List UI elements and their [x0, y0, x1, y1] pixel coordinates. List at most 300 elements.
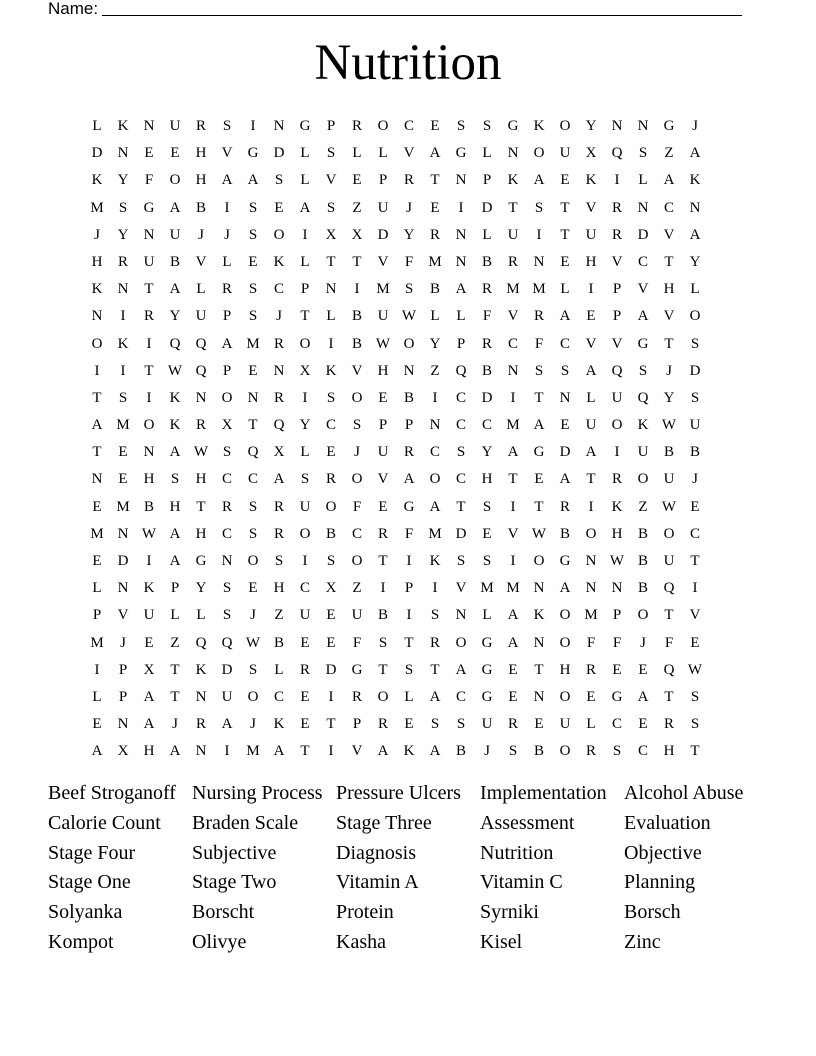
word-list-item: Stage Three: [336, 811, 432, 834]
grid-letter: A: [507, 444, 519, 461]
grid-letter: H: [559, 661, 571, 678]
grid-letter: I: [328, 743, 334, 760]
grid-letter: E: [326, 634, 336, 651]
grid-letter: I: [146, 335, 152, 352]
grid-letter: A: [91, 743, 103, 760]
grid-letter: R: [533, 308, 544, 325]
grid-letter: O: [611, 417, 623, 434]
grid-letter: L: [326, 308, 336, 325]
grid-letter: G: [533, 444, 545, 461]
grid-row: [84, 738, 744, 765]
grid-letter: R: [195, 716, 206, 733]
grid-letter: R: [299, 661, 310, 678]
word-list-item: Alcohol Abuse: [624, 782, 744, 804]
grid-letter: C: [221, 471, 232, 488]
letter-grid: [84, 113, 744, 766]
grid-letter: K: [143, 580, 155, 597]
grid-letter: E: [690, 634, 700, 651]
grid-letter: R: [143, 308, 154, 325]
grid-letter: R: [429, 226, 440, 243]
word-list-item: Calorie Count: [48, 811, 161, 834]
grid-letter: Y: [195, 580, 207, 597]
grid-letter: Q: [637, 389, 649, 406]
grid-letter: E: [560, 417, 570, 434]
grid-letter: P: [378, 417, 388, 434]
grid-letter: I: [614, 172, 620, 189]
grid-letter: Q: [169, 335, 181, 352]
grid-letter: T: [248, 417, 258, 434]
grid-letter: I: [224, 743, 230, 760]
grid-letter: X: [325, 226, 337, 243]
grid-letter: P: [612, 281, 622, 298]
grid-letter: E: [430, 118, 440, 134]
grid-letter: U: [195, 308, 207, 325]
grid-letter: L: [300, 444, 310, 461]
grid-letter: E: [586, 688, 596, 705]
grid-letter: E: [248, 580, 258, 597]
grid-letter: P: [482, 172, 492, 189]
grid-letter: T: [378, 553, 388, 569]
grid-row: [84, 575, 744, 602]
grid-letter: U: [377, 199, 389, 216]
grid-letter: V: [611, 335, 623, 352]
grid-letter: I: [510, 389, 516, 406]
grid-letter: O: [559, 688, 571, 705]
grid-letter: R: [507, 253, 518, 270]
grid-letter: T: [586, 471, 596, 488]
word-list-item: Diagnosis: [336, 841, 416, 864]
grid-letter: T: [404, 634, 414, 651]
grid-letter: S: [274, 553, 284, 569]
grid-letter: S: [248, 525, 258, 542]
grid-letter: A: [91, 417, 103, 434]
grid-letter: S: [560, 362, 570, 379]
grid-letter: T: [170, 688, 180, 705]
grid-letter: N: [143, 118, 155, 134]
grid-letter: U: [299, 607, 311, 624]
grid-row: [84, 494, 744, 521]
grid-letter: S: [326, 389, 336, 406]
grid-letter: M: [90, 199, 104, 216]
grid-letter: E: [482, 525, 492, 542]
grid-letter: E: [92, 553, 102, 569]
grid-letter: A: [169, 525, 181, 542]
word-list-item: Evaluation: [624, 811, 711, 834]
grid-letter: C: [507, 335, 518, 352]
grid-letter: L: [586, 716, 596, 733]
grid-letter: T: [326, 253, 336, 270]
grid-letter: P: [404, 580, 414, 597]
grid-letter: O: [559, 634, 571, 651]
grid-letter: V: [663, 308, 675, 325]
grid-letter: I: [328, 688, 334, 705]
grid-letter: S: [482, 498, 492, 515]
grid-letter: V: [585, 199, 597, 216]
grid-letter: I: [588, 281, 594, 298]
word-list-item: Zinc: [624, 930, 661, 953]
word-list-item: Subjective: [192, 841, 277, 864]
grid-letter: K: [585, 172, 597, 189]
grid-letter: C: [637, 253, 648, 270]
grid-letter: J: [224, 226, 230, 243]
grid-letter: B: [637, 525, 648, 542]
grid-letter: L: [430, 308, 440, 325]
grid-row: [84, 276, 744, 303]
grid-letter: E: [638, 716, 648, 733]
grid-letter: D: [689, 362, 701, 379]
grid-letter: H: [169, 498, 181, 515]
grid-letter: S: [378, 634, 388, 651]
grid-letter: N: [611, 118, 623, 134]
grid-letter: T: [92, 444, 102, 461]
grid-letter: M: [90, 634, 104, 651]
grid-letter: J: [692, 471, 698, 488]
grid-letter: V: [663, 226, 675, 243]
grid-letter: R: [611, 199, 622, 216]
grid-letter: R: [663, 716, 674, 733]
grid-letter: O: [637, 471, 649, 488]
grid-letter: T: [430, 661, 440, 678]
grid-letter: P: [222, 362, 232, 379]
grid-letter: U: [663, 553, 675, 569]
grid-letter: B: [481, 362, 492, 379]
grid-letter: K: [117, 118, 129, 134]
grid-letter: F: [352, 498, 362, 515]
grid-letter: Y: [117, 172, 129, 189]
grid-row: [84, 548, 744, 575]
grid-row: [84, 303, 744, 330]
grid-letter: P: [352, 716, 362, 733]
grid-letter: E: [430, 199, 440, 216]
grid-letter: A: [429, 145, 441, 162]
grid-letter: H: [377, 362, 389, 379]
grid-letter: Y: [299, 417, 311, 434]
word-list-item: Olivye: [192, 930, 247, 953]
grid-letter: K: [533, 607, 545, 624]
grid-letter: R: [273, 389, 284, 406]
grid-letter: H: [195, 525, 207, 542]
grid-letter: B: [429, 281, 440, 298]
word-list-item: Objective: [624, 841, 702, 864]
grid-letter: X: [351, 226, 363, 243]
grid-letter: Z: [352, 199, 362, 216]
grid-letter: S: [482, 118, 492, 134]
grid-letter: N: [117, 580, 129, 597]
grid-letter: A: [663, 172, 675, 189]
grid-letter: N: [273, 362, 285, 379]
grid-letter: E: [144, 145, 154, 162]
word-list-item: Protein: [336, 901, 394, 924]
word-list-item: Kasha: [336, 930, 386, 953]
grid-row: [84, 657, 744, 684]
grid-letter: K: [273, 253, 285, 270]
name-label: Name:: [48, 0, 99, 18]
grid-row: [84, 222, 744, 249]
grid-letter: E: [118, 444, 128, 461]
grid-letter: A: [247, 172, 259, 189]
grid-letter: D: [559, 444, 571, 461]
word-list-item: Planning: [624, 871, 696, 894]
grid-letter: M: [428, 525, 442, 542]
grid-letter: J: [172, 716, 178, 733]
grid-letter: H: [663, 743, 675, 760]
grid-letter: Y: [429, 335, 441, 352]
grid-letter: R: [611, 226, 622, 243]
grid-letter: F: [404, 253, 414, 270]
grid-letter: X: [299, 362, 311, 379]
grid-letter: S: [430, 716, 440, 733]
grid-letter: N: [91, 308, 103, 325]
grid-letter: G: [507, 118, 519, 134]
grid-letter: N: [559, 389, 571, 406]
grid-letter: W: [375, 335, 391, 352]
grid-letter: A: [169, 444, 181, 461]
grid-row: [84, 167, 744, 194]
grid-letter: N: [143, 444, 155, 461]
grid-letter: K: [325, 362, 337, 379]
grid-letter: E: [560, 253, 570, 270]
grid-letter: K: [429, 553, 441, 569]
grid-letter: J: [198, 226, 204, 243]
grid-letter: K: [533, 118, 545, 134]
grid-letter: G: [195, 553, 207, 569]
grid-row: [84, 439, 744, 466]
grid-letter: L: [222, 253, 232, 270]
grid-letter: O: [559, 607, 571, 624]
grid-letter: Y: [403, 226, 415, 243]
grid-letter: C: [637, 743, 648, 760]
grid-letter: F: [664, 634, 674, 651]
grid-letter: N: [195, 688, 207, 705]
grid-letter: E: [352, 172, 362, 189]
grid-letter: E: [118, 471, 128, 488]
grid-letter: L: [560, 281, 570, 298]
grid-letter: C: [455, 471, 466, 488]
grid-letter: S: [222, 444, 232, 461]
word-list-item: Borsch: [624, 901, 681, 924]
grid-letter: A: [533, 417, 545, 434]
grid-letter: K: [169, 417, 181, 434]
grid-letter: N: [117, 281, 129, 298]
grid-letter: P: [378, 172, 388, 189]
grid-letter: E: [170, 145, 180, 162]
grid-letter: Z: [352, 580, 362, 597]
grid-letter: R: [481, 281, 492, 298]
grid-letter: E: [326, 607, 336, 624]
grid-letter: L: [92, 688, 102, 705]
grid-letter: O: [325, 498, 337, 515]
grid-letter: Q: [611, 362, 623, 379]
grid-letter: S: [248, 199, 258, 216]
grid-letter: D: [455, 525, 467, 542]
grid-letter: Q: [221, 634, 233, 651]
grid-letter: L: [196, 607, 206, 624]
grid-letter: Q: [611, 145, 623, 162]
grid-letter: V: [507, 525, 519, 542]
grid-letter: Q: [273, 417, 285, 434]
grid-letter: O: [91, 335, 103, 352]
grid-letter: Y: [481, 444, 493, 461]
grid-letter: L: [482, 607, 492, 624]
grid-letter: I: [406, 607, 412, 624]
grid-letter: O: [247, 688, 259, 705]
grid-letter: B: [481, 253, 492, 270]
grid-letter: M: [116, 498, 130, 515]
grid-letter: J: [354, 444, 360, 461]
grid-letter: E: [534, 471, 544, 488]
grid-letter: C: [299, 580, 310, 597]
grid-letter: A: [507, 634, 519, 651]
grid-letter: V: [689, 607, 701, 624]
grid-letter: M: [532, 281, 546, 298]
grid-letter: G: [299, 118, 311, 134]
grid-letter: P: [456, 335, 466, 352]
grid-letter: R: [351, 118, 362, 134]
grid-letter: W: [401, 308, 417, 325]
grid-letter: T: [300, 308, 310, 325]
grid-letter: R: [195, 417, 206, 434]
grid-letter: N: [455, 253, 467, 270]
grid-letter: B: [637, 580, 648, 597]
grid-letter: I: [692, 580, 698, 597]
grid-letter: L: [352, 145, 362, 162]
grid-letter: J: [666, 362, 672, 379]
grid-letter: C: [351, 525, 362, 542]
grid-letter: E: [274, 199, 284, 216]
grid-letter: J: [250, 607, 256, 624]
grid-letter: M: [376, 281, 390, 298]
grid-letter: L: [482, 226, 492, 243]
grid-letter: V: [507, 308, 519, 325]
grid-letter: T: [300, 743, 310, 760]
grid-letter: N: [143, 226, 155, 243]
grid-letter: G: [403, 498, 415, 515]
grid-letter: U: [559, 145, 571, 162]
grid-letter: A: [221, 716, 233, 733]
name-underline: [102, 0, 742, 16]
grid-letter: O: [377, 118, 389, 134]
grid-letter: D: [481, 199, 493, 216]
grid-row: [84, 140, 744, 167]
grid-row: [84, 711, 744, 738]
grid-letter: Q: [663, 580, 675, 597]
grid-letter: E: [378, 498, 388, 515]
grid-letter: S: [300, 471, 310, 488]
grid-letter: M: [480, 580, 494, 597]
word-list-item: Implementation: [480, 782, 607, 804]
grid-letter: S: [534, 362, 544, 379]
grid-letter: T: [144, 362, 154, 379]
grid-letter: V: [117, 607, 129, 624]
grid-letter: M: [506, 281, 520, 298]
grid-letter: A: [273, 471, 285, 488]
grid-letter: R: [559, 498, 570, 515]
grid-letter: R: [325, 471, 336, 488]
grid-letter: L: [456, 308, 466, 325]
grid-letter: C: [455, 417, 466, 434]
grid-row: [84, 358, 744, 385]
grid-letter: S: [248, 661, 258, 678]
grid-letter: U: [143, 607, 155, 624]
grid-letter: W: [661, 498, 677, 515]
grid-letter: F: [144, 172, 154, 189]
grid-letter: N: [455, 172, 467, 189]
grid-letter: T: [560, 226, 570, 243]
grid-letter: O: [585, 525, 597, 542]
grid-letter: V: [351, 743, 363, 760]
grid-letter: C: [611, 716, 622, 733]
grid-letter: A: [455, 661, 467, 678]
grid-letter: T: [352, 253, 362, 270]
grid-row: [84, 249, 744, 276]
grid-letter: L: [300, 253, 310, 270]
grid-letter: S: [612, 743, 622, 760]
grid-letter: A: [429, 688, 441, 705]
grid-letter: J: [692, 118, 698, 134]
grid-letter: I: [354, 281, 360, 298]
grid-letter: I: [120, 362, 126, 379]
grid-letter: W: [687, 661, 703, 678]
grid-letter: I: [328, 335, 334, 352]
grid-letter: D: [221, 661, 233, 678]
grid-letter: A: [169, 743, 181, 760]
grid-letter: R: [351, 688, 362, 705]
grid-letter: I: [510, 498, 516, 515]
grid-letter: A: [143, 716, 155, 733]
name-field: [48, 0, 748, 20]
grid-row: [84, 602, 744, 629]
grid-letter: S: [118, 389, 128, 406]
grid-letter: O: [143, 417, 155, 434]
grid-letter: U: [377, 444, 389, 461]
grid-letter: I: [432, 389, 438, 406]
grid-letter: U: [169, 226, 181, 243]
grid-letter: I: [380, 580, 386, 597]
grid-letter: P: [612, 308, 622, 325]
grid-letter: T: [144, 281, 154, 298]
grid-letter: C: [481, 417, 492, 434]
grid-letter: N: [637, 118, 649, 134]
grid-letter: J: [276, 308, 282, 325]
grid-letter: U: [611, 389, 623, 406]
word-list-item: Kompot: [48, 930, 114, 953]
grid-letter: S: [508, 743, 518, 760]
grid-letter: K: [169, 389, 181, 406]
word-list-item: Stage One: [48, 871, 131, 894]
grid-letter: D: [273, 145, 285, 162]
grid-letter: A: [585, 362, 597, 379]
grid-letter: E: [560, 172, 570, 189]
grid-letter: U: [377, 308, 389, 325]
grid-letter: O: [351, 471, 363, 488]
grid-letter: E: [92, 716, 102, 733]
grid-letter: N: [429, 417, 441, 434]
grid-letter: L: [378, 145, 388, 162]
grid-letter: S: [248, 281, 258, 298]
word-list-row: [48, 868, 768, 898]
grid-letter: R: [377, 525, 388, 542]
grid-letter: L: [196, 281, 206, 298]
grid-letter: K: [689, 172, 701, 189]
grid-letter: R: [403, 444, 414, 461]
grid-letter: C: [221, 525, 232, 542]
grid-letter: N: [455, 226, 467, 243]
word-list-item: Assessment: [480, 811, 575, 834]
grid-letter: I: [432, 580, 438, 597]
grid-letter: M: [116, 417, 130, 434]
grid-letter: E: [534, 716, 544, 733]
grid-letter: I: [146, 553, 152, 569]
